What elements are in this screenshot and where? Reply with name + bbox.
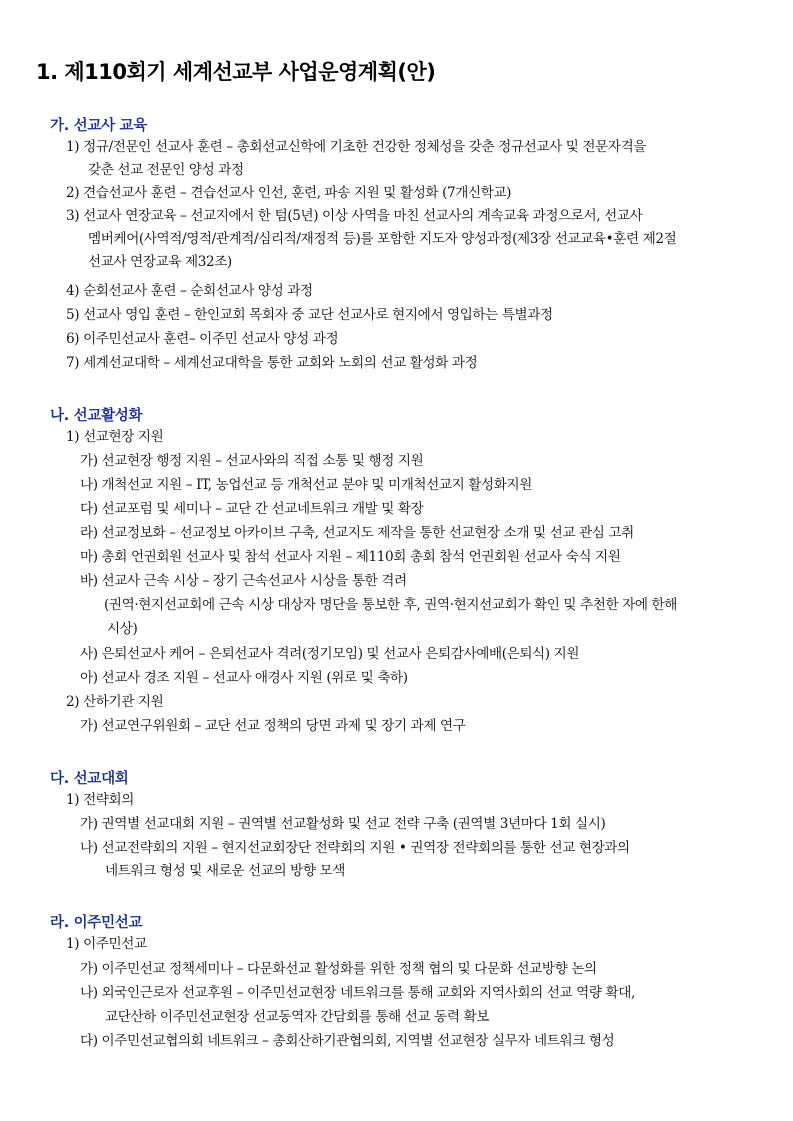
list-subitem-continuation: 네트워크 형성 및 새로운 선교의 방향 모색 [105, 863, 345, 879]
list-subitem: 다) 선교포럼 및 세미나 – 교단 간 선교네트워크 개발 및 확장 [80, 501, 424, 517]
list-item-continuation: 갖춘 선교 전문인 양성 과정 [88, 162, 244, 178]
list-item: 2) 산하기관 지원 [66, 694, 164, 710]
list-item: 1) 이주민선교 [66, 936, 147, 952]
list-subitem: 라) 선교정보화 – 선교정보 아카이브 구축, 선교지도 제작을 통한 선교현장 소개 및 선교 관심 고취 [80, 525, 634, 541]
list-item: 3) 선교사 연장교육 – 선교지에서 한 텀(5년) 이상 사역을 마친 선교사의 계속교육 과정으로서, 선교사 [66, 208, 643, 224]
list-subitem: 가) 권역별 선교대회 지원 – 권역별 선교활성화 및 선교 전략 구축 (권역별 3년마다 1회 실시) [80, 816, 606, 832]
list-note-continuation: 시상) [107, 621, 138, 637]
list-subitem: 나) 선교전략회의 지원 – 현지선교회장단 전략회의 지원 • 권역장 전략회의를 통한 선교 현장과의 [80, 840, 630, 856]
list-subitem-continuation: 교단산하 이주민선교현장 선교동역자 간담회를 통해 선교 동력 확보 [105, 1009, 489, 1025]
list-subitem: 사) 은퇴선교사 케어 – 은퇴선교사 격려(정기모임) 및 선교사 은퇴감사예배(은퇴식) 지원 [80, 646, 580, 662]
section-heading-activation: 나. 선교활성화 [50, 408, 143, 424]
list-item: 1) 정규/전문인 선교사 훈련 – 총회선교신학에 기초한 건강한 정체성을 갖춘 정규선교사 및 전문자격을 [66, 139, 647, 155]
list-item: 5) 선교사 영입 훈련 – 한인교회 목회자 중 교단 선교사로 현지에서 영입하는 특별과정 [66, 307, 553, 323]
list-subitem: 가) 선교현장 행정 지원 – 선교사와의 직접 소통 및 행정 지원 [80, 453, 424, 469]
list-item-continuation: 멤버케어(사역적/영적/관계적/심리적/재정적 등)를 포함한 지도자 양성과정(제3장 선교교육•훈련 제2절 [88, 231, 677, 247]
section-heading-conference: 다. 선교대회 [50, 771, 129, 787]
list-item: 1) 전략회의 [66, 792, 134, 808]
list-item-continuation: 선교사 연장교육 제32조) [88, 254, 232, 270]
section-heading-migrant-mission: 라. 이주민선교 [50, 915, 143, 931]
list-item: 7) 세계선교대학 – 세계선교대학을 통한 교회와 노회의 선교 활성화 과정 [66, 355, 478, 371]
list-note: (권역·현지선교회에 근속 시상 대상자 명단을 통보한 후, 권역·현지선교회가 확인 및 추천한 자에 한해 [104, 597, 677, 613]
list-subitem: 바) 선교사 근속 시상 – 장기 근속선교사 시상을 통한 격려 [80, 573, 407, 589]
section-heading-education: 가. 선교사 교육 [50, 118, 147, 134]
list-subitem: 마) 총회 언권회원 선교사 및 참석 선교사 지원 – 제110회 총회 참석 언권회원 선교사 숙식 지원 [80, 549, 621, 565]
list-item: 6) 이주민선교사 훈련– 이주민 선교사 양성 과정 [66, 331, 339, 347]
document-title: 1. 제110회기 세계선교부 사업운영계획(안) [36, 60, 436, 84]
list-item: 1) 선교현장 지원 [66, 429, 164, 445]
list-subitem: 다) 이주민선교협의회 네트워크 – 총회산하기관협의회, 지역별 선교현장 실무자 네트워크 형성 [80, 1033, 615, 1049]
list-subitem: 나) 개척선교 지원 – IT, 농업선교 등 개척선교 분야 및 미개척선교지 활성화지원 [80, 477, 532, 493]
list-item: 4) 순회선교사 훈련 – 순회선교사 양성 과정 [66, 283, 313, 299]
list-subitem: 가) 선교연구위원회 – 교단 선교 정책의 당면 과제 및 장기 과제 연구 [80, 718, 466, 734]
list-subitem: 가) 이주민선교 정책세미나 – 다문화선교 활성화를 위한 정책 협의 및 다문화 선교방향 논의 [80, 961, 597, 977]
list-subitem: 나) 외국인근로자 선교후원 – 이주민선교현장 네트워크를 통해 교회와 지역사회의 선교 역량 확대, [80, 985, 635, 1001]
list-subitem: 아) 선교사 경조 지원 – 선교사 애경사 지원 (위로 및 축하) [80, 670, 408, 686]
list-item: 2) 견습선교사 훈련 – 견습선교사 인선, 훈련, 파송 지원 및 활성화 (7개신학교) [66, 185, 512, 201]
